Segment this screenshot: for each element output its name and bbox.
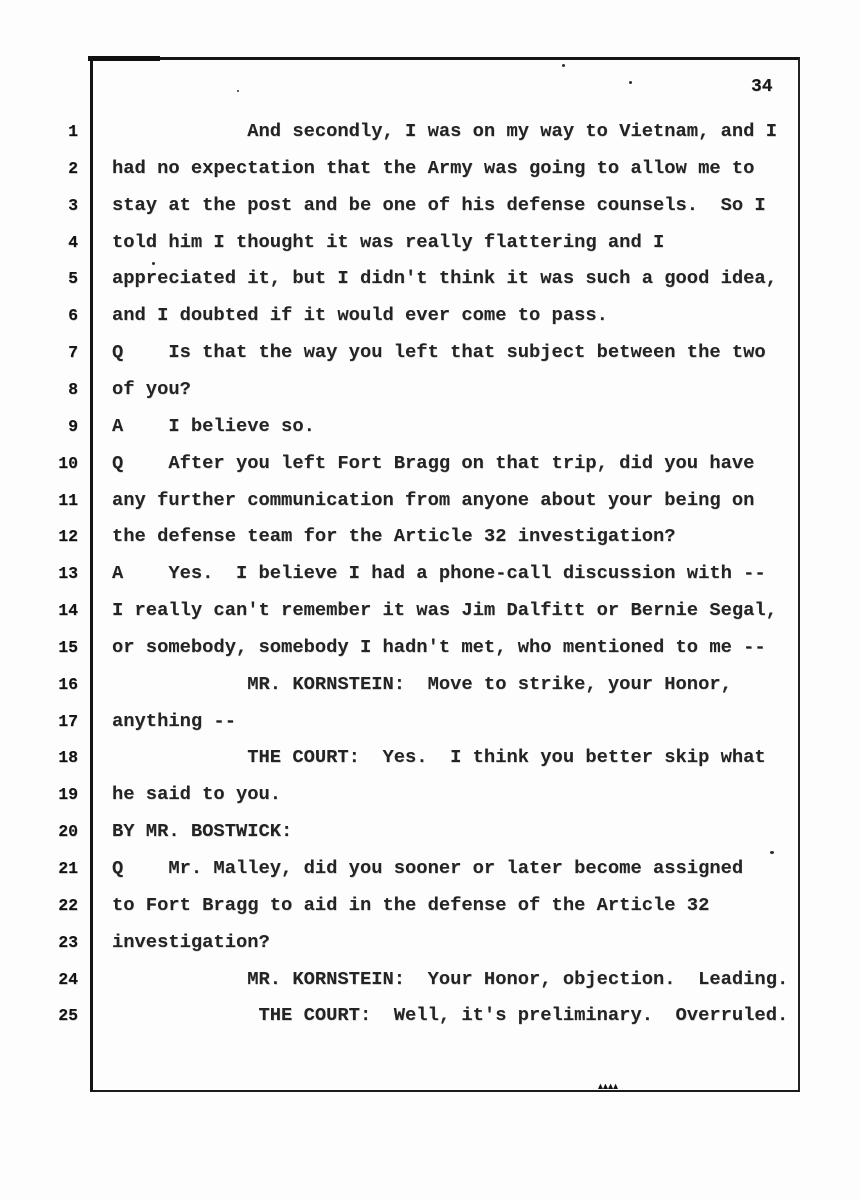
line-text: BY MR. BOSTWICK:	[112, 820, 293, 843]
line-number: 22	[58, 895, 78, 915]
line-text: THE COURT: Yes. I think you better skip what	[112, 746, 766, 769]
line-number: 2	[68, 158, 78, 178]
line-number: 6	[68, 306, 78, 326]
transcript-line	[0, 703, 860, 740]
transcript-line	[0, 150, 860, 187]
transcript-line	[0, 776, 860, 813]
line-number: 16	[58, 674, 78, 694]
line-text: told him I thought it was really flattering and I	[112, 230, 665, 253]
line-text: THE COURT: Well, it's preliminary. Overruled.	[112, 1004, 789, 1027]
page-number: 34	[751, 77, 773, 97]
photocopy-speck	[562, 64, 565, 67]
line-number: 3	[68, 195, 78, 215]
line-text: MR. KORNSTEIN: Your Honor, objection. Leading.	[112, 967, 789, 990]
line-text: stay at the post and be one of his defense counsels. So I	[112, 193, 766, 216]
line-text: to Fort Bragg to aid in the defense of the Article 32	[112, 893, 710, 916]
line-number: 25	[58, 1006, 78, 1026]
line-text: MR. KORNSTEIN: Move to strike, your Honor,	[112, 672, 732, 695]
line-text: Q After you left Fort Bragg on that trip, did you have	[112, 451, 755, 474]
line-text: had no expectation that the Army was going to allow me to	[112, 156, 755, 179]
transcript-line	[0, 739, 860, 776]
transcript-line	[0, 445, 860, 482]
line-text: any further communication from anyone about your being on	[112, 488, 755, 511]
transcript-line	[0, 887, 860, 924]
photocopy-speck	[237, 90, 239, 92]
line-number: 17	[58, 711, 78, 731]
line-text: Q Is that the way you left that subject between the two	[112, 341, 766, 364]
line-text: investigation?	[112, 930, 270, 953]
transcript-line	[0, 850, 860, 887]
line-number: 15	[58, 637, 78, 657]
transcript-line	[0, 297, 860, 334]
line-number: 5	[68, 269, 78, 289]
line-text: and I doubted if it would ever come to pass.	[112, 304, 608, 327]
photocopy-speck	[152, 262, 155, 265]
line-number: 21	[58, 859, 78, 878]
line-number: 20	[58, 822, 78, 842]
transcript-line	[0, 924, 860, 961]
transcript-line	[0, 334, 860, 371]
transcript-line	[0, 187, 860, 224]
transcript-line	[0, 113, 860, 150]
line-text: of you?	[112, 377, 191, 400]
transcript-line	[0, 482, 860, 519]
transcript-line	[0, 592, 860, 629]
line-number: 19	[58, 785, 78, 805]
transcript-line	[0, 629, 860, 666]
line-text: I really can't remember it was Jim Dalfitt or Bernie Segal,	[112, 599, 777, 622]
transcript-line	[0, 408, 860, 445]
line-text: A I believe so.	[112, 414, 315, 437]
line-number: 11	[58, 490, 78, 510]
photocopy-speck	[629, 81, 632, 84]
line-number: 18	[58, 748, 78, 768]
line-text: the defense team for the Article 32 investigation?	[112, 525, 676, 548]
line-number: 7	[68, 343, 78, 363]
line-text: And secondly, I was on my way to Vietnam, and I	[112, 120, 777, 142]
line-number: 9	[68, 416, 78, 436]
line-number: 23	[58, 932, 78, 952]
line-number: 8	[68, 379, 78, 399]
line-text: anything --	[112, 709, 236, 732]
transcript-line	[0, 224, 860, 261]
line-text: Q Mr. Malley, did you sooner or later become assigned	[112, 857, 744, 879]
line-number: 12	[58, 527, 78, 547]
line-number: 24	[58, 969, 78, 989]
transcript-line	[0, 371, 860, 408]
photocopy-speck	[770, 851, 774, 854]
line-number: 1	[68, 122, 78, 141]
transcript-line	[0, 666, 860, 703]
line-text: A Yes. I believe I had a phone-call discussion with --	[112, 562, 766, 585]
line-text: he said to you.	[112, 783, 282, 806]
line-number: 14	[58, 601, 78, 621]
transcript-line	[0, 961, 860, 998]
line-text: appreciated it, but I didn't think it was such a good idea,	[112, 267, 777, 290]
transcript-line	[0, 997, 860, 1034]
transcript-line	[0, 260, 860, 297]
line-text: or somebody, somebody I hadn't met, who mentioned to me --	[112, 635, 766, 658]
line-number: 13	[58, 564, 78, 584]
line-number: 10	[58, 453, 78, 473]
transcript-line	[0, 813, 860, 850]
transcript-line	[0, 518, 860, 555]
line-number: 4	[68, 232, 78, 252]
transcript-line	[0, 555, 860, 592]
page-border-ink-artifact	[88, 56, 160, 61]
